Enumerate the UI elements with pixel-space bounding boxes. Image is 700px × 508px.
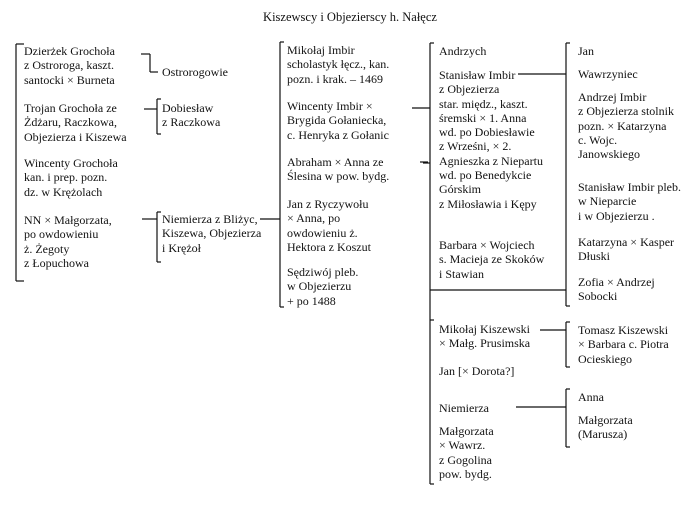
person-stanislaw-imbir-pleb: [578, 180, 681, 223]
text-line: dz. w Krężolach: [24, 184, 103, 199]
person-jan-z-ryczywolu: [287, 197, 371, 254]
text-line: Andrzych: [439, 44, 487, 58]
text-line: z Raczkowa: [162, 115, 221, 130]
text-line: z Objezierza: [439, 82, 500, 97]
text-line: s. Macieja ze Skoków: [439, 252, 545, 267]
text-line: c. Henryka z Gołanic: [287, 127, 389, 142]
person-trojan-grochola: [24, 101, 127, 144]
text-line: Brygida Gołaniecka,: [287, 113, 387, 128]
text-line: z Wrześni, × 2.: [439, 139, 512, 154]
text-line: × Małg. Prusimska: [439, 336, 531, 351]
text-line: wd. po Dobiesławie: [439, 125, 535, 140]
text-line: Jan z Ryczywołu: [287, 197, 369, 211]
text-line: Andrzej Imbir: [578, 90, 647, 104]
text-line: santocki × Burneta: [24, 72, 115, 87]
text-line: Niemierza z Bliżyc,: [162, 212, 258, 226]
text-line: Niemierza: [439, 401, 489, 415]
text-line: Hektora z Koszut: [287, 239, 371, 254]
person-wawrzyniec: [578, 67, 638, 81]
text-line: Katarzyna × Kasper: [578, 235, 675, 249]
text-line: i Krężoł: [162, 240, 201, 255]
text-line: Dzierżek Grochoła: [24, 44, 115, 58]
text-line: Wincenty Imbir ×: [287, 99, 373, 113]
text-line: Małgorzata: [578, 413, 633, 427]
person-malgorzata-wawrz: [439, 424, 494, 481]
text-line: Stanisław Imbir: [439, 68, 516, 82]
text-line: Kiszewa, Objezierza: [162, 226, 262, 241]
person-tomasz-kiszewski: [578, 323, 669, 366]
text-line: Barbara × Wojciech: [439, 238, 535, 252]
text-line: Sobocki: [578, 289, 618, 304]
text-line: star. międz., kaszt.: [439, 96, 528, 111]
text-line: × Barbara c. Piotra: [578, 337, 669, 352]
text-line: pozn. i krak. – 1469: [287, 71, 383, 86]
text-line: pozn. × Katarzyna: [578, 118, 667, 133]
text-line: Mikołaj Imbir: [287, 43, 355, 57]
page-title: Kiszewscy i Objezierscy h. Nałęcz: [263, 10, 437, 24]
text-line: z Gogolina: [439, 452, 492, 467]
person-sedziwoj: [287, 265, 358, 308]
text-line: Anna: [578, 390, 604, 404]
person-wincenty-grochola: [24, 156, 118, 199]
text-line: owdowieniu ż.: [287, 225, 358, 240]
text-line: Jan: [578, 44, 594, 58]
family-ostrorogowie: [162, 65, 228, 79]
text-line: w Objezierzu: [287, 279, 352, 294]
text-line: kan. i prep. pozn.: [24, 170, 108, 185]
person-abraham: [287, 155, 389, 184]
person-dzierzek-grocholа: [24, 44, 115, 87]
text-line: z Objezierza stolnik: [578, 104, 674, 119]
text-line: Ocieskiego: [578, 351, 632, 366]
person-barbara: [439, 238, 544, 281]
text-line: Ostrorogowie: [162, 65, 228, 79]
text-line: Tomasz Kiszewski: [578, 323, 669, 337]
text-line: ż. Żegoty: [24, 241, 70, 256]
person-niemierza-z-blizyc: [162, 212, 261, 255]
text-line: c. Wojc.: [578, 132, 618, 147]
person-andrzej-imbir: [578, 90, 674, 161]
text-line: NN × Małgorzata,: [24, 213, 112, 227]
text-line: i Stawian: [439, 266, 484, 281]
person-mikolaj-imbir: [287, 43, 389, 86]
text-line: + po 1488: [287, 293, 336, 308]
text-line: Dobiesław: [162, 101, 214, 115]
person-anna: [578, 390, 604, 404]
person-jan: [578, 44, 594, 58]
text-line: pow. bydg.: [439, 466, 492, 481]
text-line: Janowskiego: [578, 147, 640, 162]
person-nn-malgorzata: [24, 213, 112, 270]
text-line: scholastyk łęcz., kan.: [287, 57, 390, 72]
text-line: Trojan Grochoła ze: [24, 101, 117, 115]
text-line: Jan [× Dorota?]: [439, 364, 515, 378]
text-line: Dłuski: [578, 249, 611, 264]
text-line: Mikołaj Kiszewski: [439, 322, 530, 336]
text-line: Zofia × Andrzej: [578, 275, 655, 289]
text-line: Agnieszka z Niepartu: [439, 153, 543, 168]
text-line: Górskim: [439, 182, 481, 197]
text-line: po owdowieniu: [24, 227, 99, 242]
text-line: Stanisław Imbir pleb.: [578, 180, 681, 194]
person-jan-dorota: [439, 364, 514, 378]
text-line: (Marusza): [578, 427, 628, 442]
text-line: Objezierza i Kiszewa: [24, 129, 127, 144]
text-line: × Anna, po: [287, 211, 341, 226]
text-line: Wincenty Grochoła: [24, 156, 118, 170]
person-malgorzata-marusza: [578, 413, 633, 442]
person-katarzyna: [578, 235, 674, 264]
text-line: z Łopuchowa: [24, 255, 89, 270]
person-andrzych: [439, 44, 486, 58]
person-niemierza: [439, 401, 489, 415]
text-line: × Wawrz.: [439, 438, 486, 453]
text-line: Żdżaru, Raczkowa,: [24, 115, 117, 130]
text-line: z Ostroroga, kaszt.: [24, 58, 114, 73]
person-zofia: [578, 275, 655, 304]
person-dobieslaw: [162, 101, 220, 130]
text-line: Wawrzyniec: [578, 67, 638, 81]
person-stanislaw-imbir: [439, 68, 543, 211]
text-line: Małgorzata: [439, 424, 494, 438]
text-line: śremski × 1. Anna: [439, 110, 527, 125]
person-wincenty-imbir: [287, 99, 389, 142]
text-line: z Miłosławia i Kępy: [439, 196, 537, 211]
text-line: Ślesina w pow. bydg.: [287, 169, 390, 184]
text-line: Abraham × Anna ze: [287, 155, 384, 169]
text-line: w Nieparcie: [578, 194, 637, 209]
text-line: Sędziwój pleb.: [287, 265, 359, 279]
person-mikolaj-kiszewski: [439, 322, 530, 351]
text-line: wd. po Benedykcie: [439, 168, 532, 183]
text-line: i w Objezierzu .: [578, 208, 655, 223]
